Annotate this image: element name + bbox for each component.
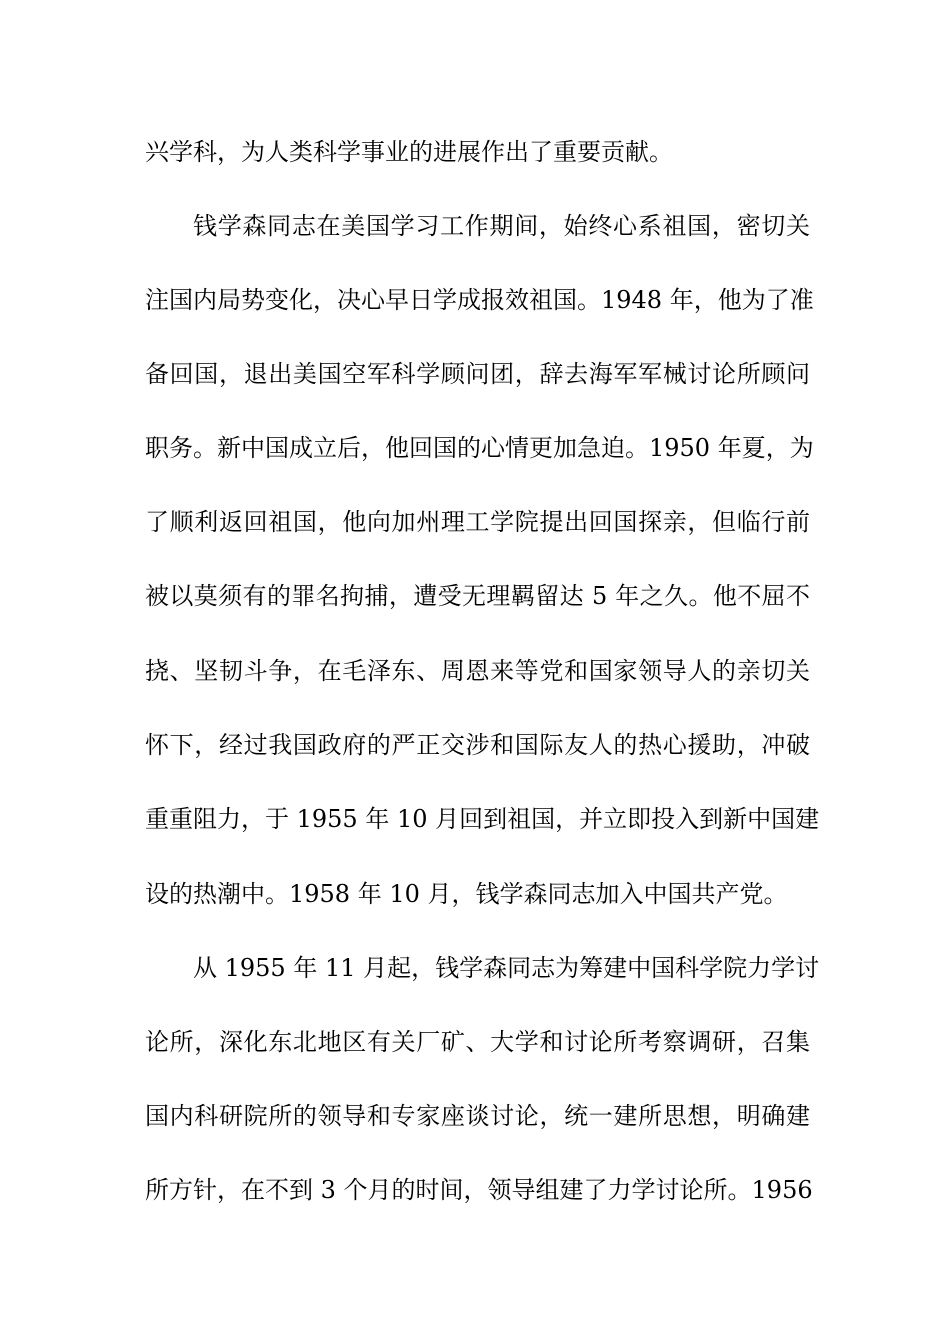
text-line: 被以莫须有的罪名拘捕，遭受无理羁留达 5 年之久。他不屈不: [145, 582, 810, 610]
text-line: 挠、坚韧斗争，在毛泽东、周恩来等党和国家领导人的亲切关: [145, 657, 810, 685]
text-line: 所方针，在不到 3 个月的时间，领导组建了力学讨论所。1956: [145, 1176, 813, 1204]
text-line: 怀下，经过我国政府的严正交涉和国际友人的热心援助，冲破: [145, 731, 810, 759]
text-line: 注国内局势变化，决心早日学成报效祖国。1948 年，他为了准: [145, 286, 814, 314]
text-line: 重重阻力，于 1955 年 10 月回到祖国，并立即投入到新中国建: [145, 805, 820, 833]
paragraph-first-line: 从 1955 年 11 月起，钱学森同志为筹建中国科学院力学讨: [193, 954, 820, 982]
text-line: 兴学科，为人类科学事业的进展作出了重要贡献。: [145, 138, 673, 166]
text-line: 职务。新中国成立后，他回国的心情更加急迫。1950 年夏，为: [145, 434, 814, 462]
text-line: 国内科研院所的领导和专家座谈讨论，统一建所思想，明确建: [145, 1102, 810, 1130]
text-line: 备回国，退出美国空军科学顾问团，辞去海军军械讨论所顾问: [145, 360, 810, 388]
text-line: 了顺利返回祖国，他向加州理工学院提出回国探亲，但临行前: [145, 508, 810, 536]
paragraph-first-line: 钱学森同志在美国学习工作期间，始终心系祖国，密切关: [193, 212, 810, 240]
text-line: 论所，深化东北地区有关厂矿、大学和讨论所考察调研，召集: [145, 1028, 810, 1056]
text-line: 设的热潮中。1958 年 10 月，钱学森同志加入中国共产党。: [145, 880, 788, 908]
